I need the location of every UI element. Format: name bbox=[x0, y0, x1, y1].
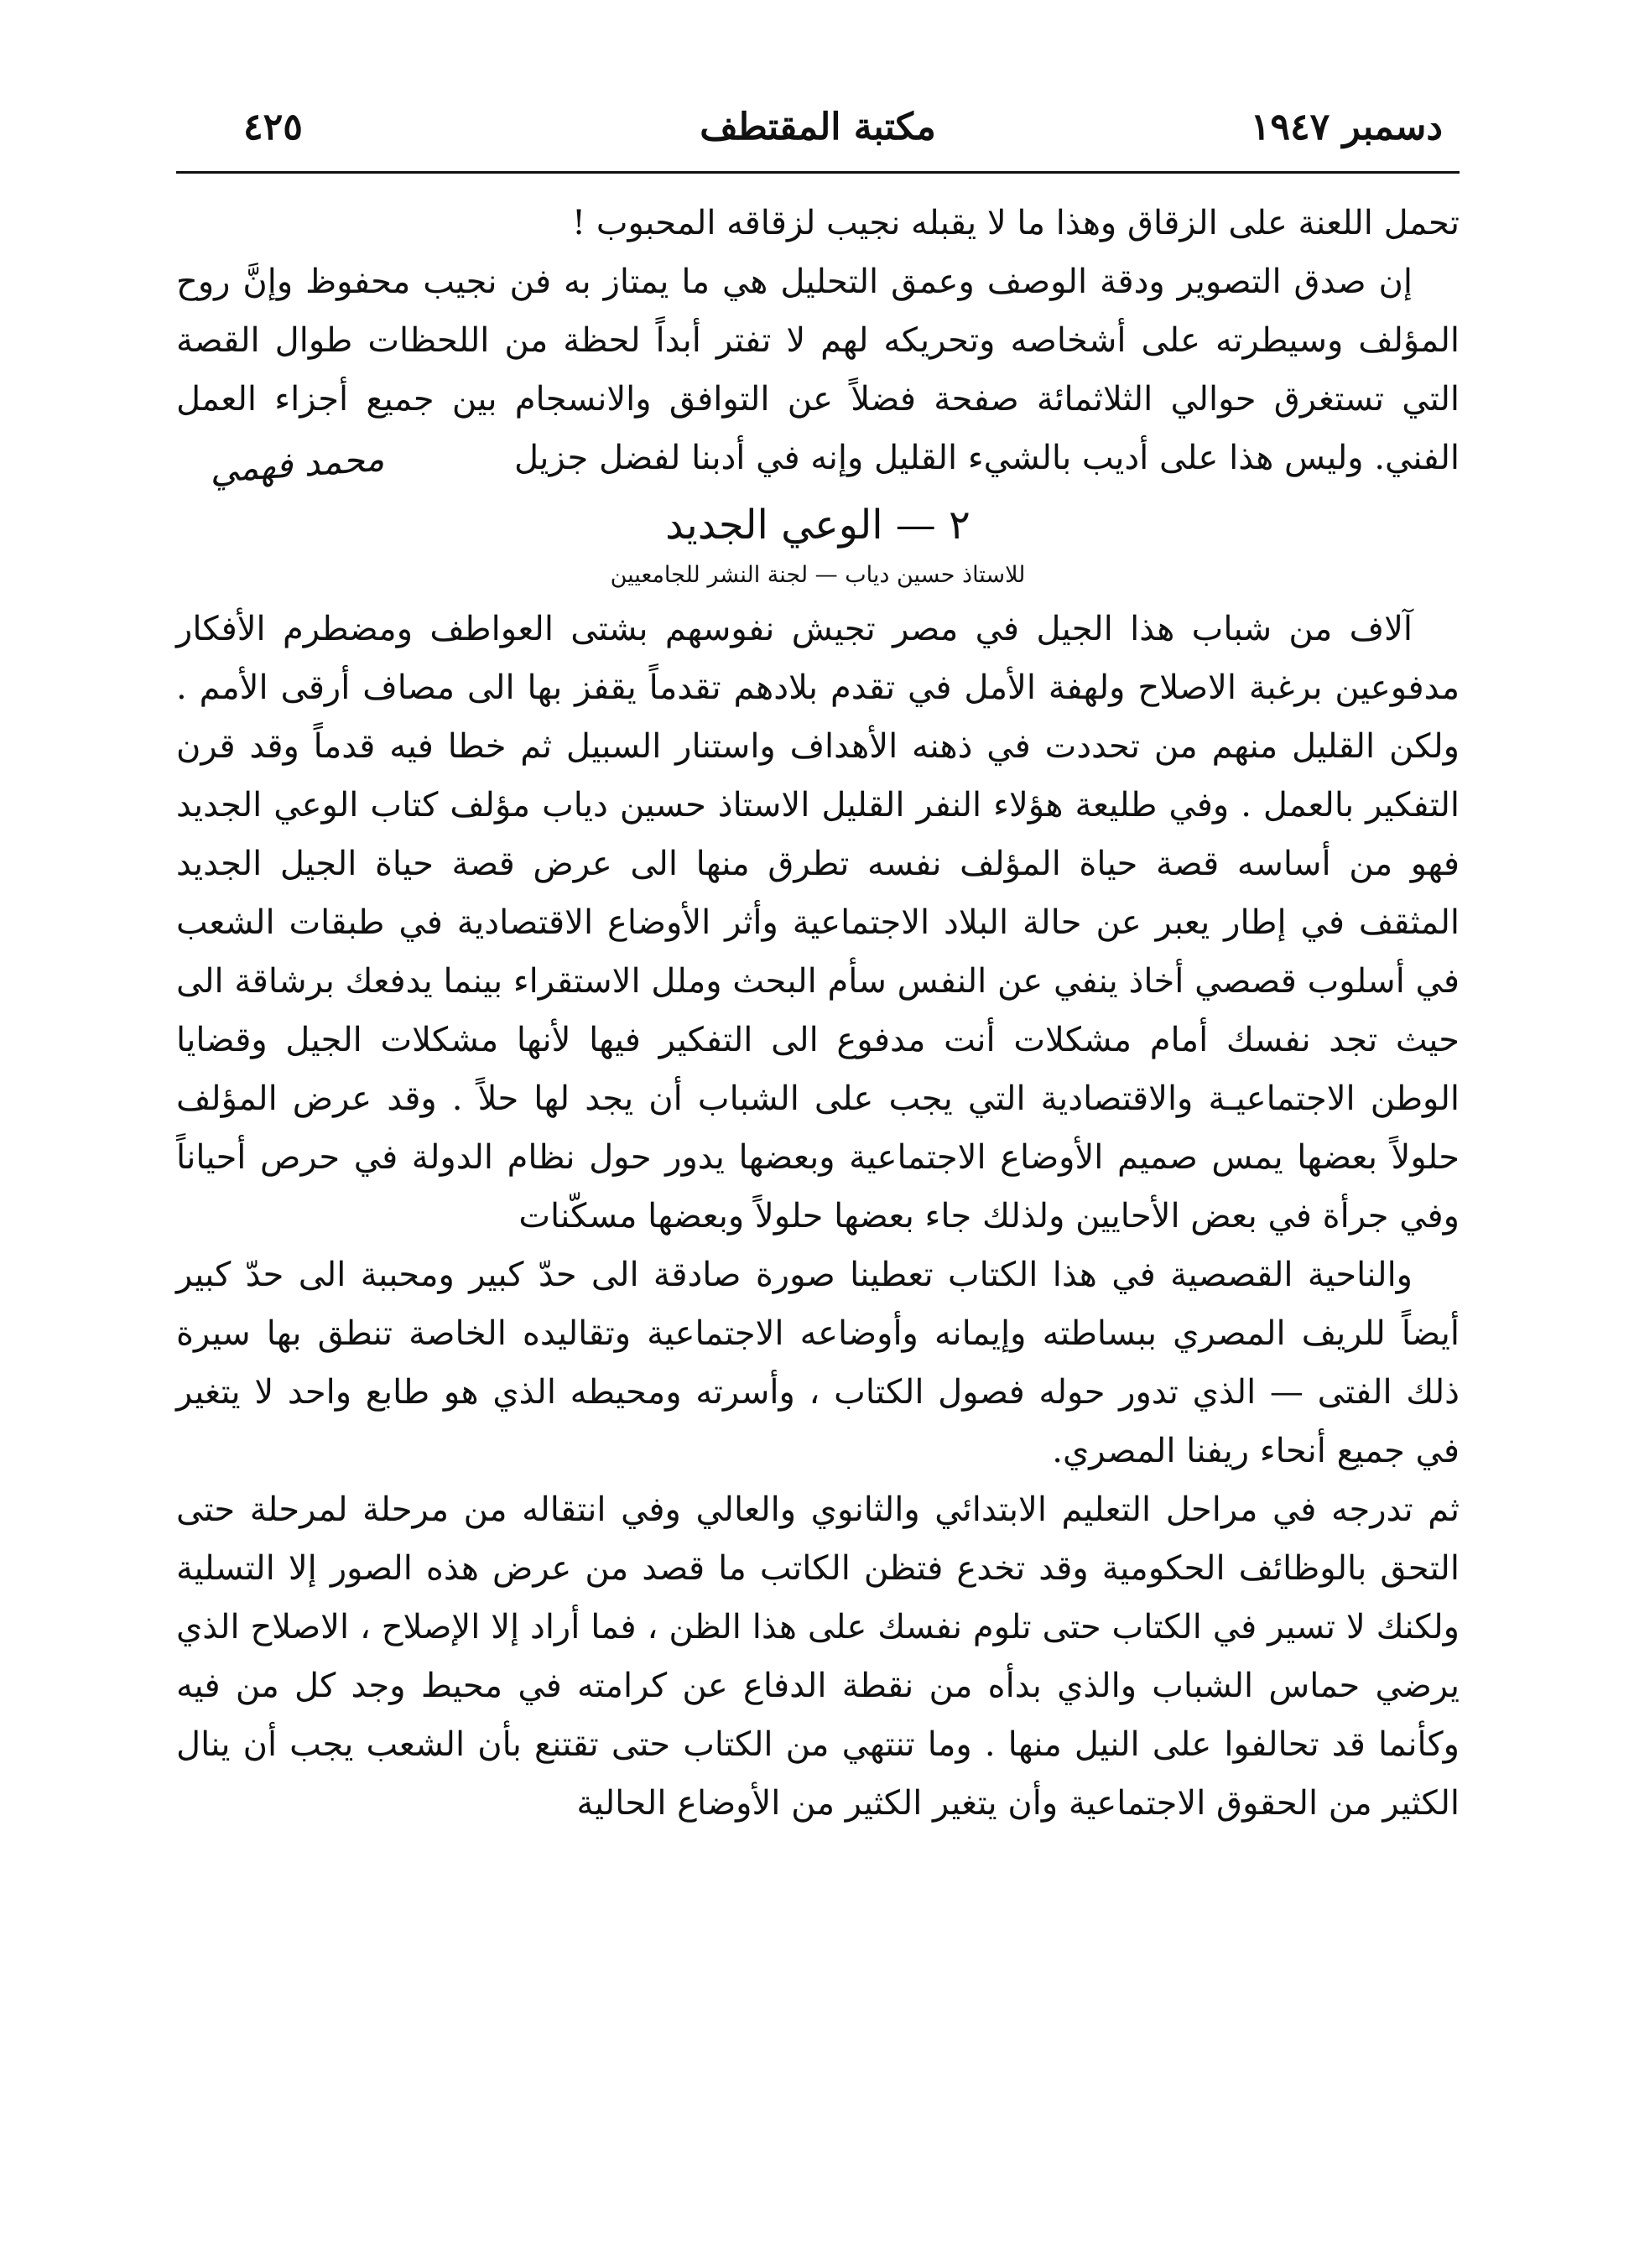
header-rule bbox=[176, 171, 1460, 174]
running-head bbox=[176, 92, 1460, 161]
section-heading: ٢ — الوعي الجديد bbox=[665, 502, 971, 549]
paragraph: آلاف من شباب هذا الجيل في مصر تجيش نفوسهم بشتى العواطف ومضطرم الأفكار مدفوعين برغبة الاصلاح ولهفة الأمل في تقدم بلادهم تقدماً يقفز بها الى مصاف أرقى الأمم . ولكن القليل منهم من تحددت في ذهنه الأهداف واستنار السبيل ثم خطا فيه قدماً وقد قرن التفكير بالعمل . وفي طليعة هؤلاء النفر القليل الاستاذ حسين دياب مؤلف كتاب الوعي الجديد فهو من أساسه قصة حياة المؤلف نفسه تطرق منها الى عرض قصة حياة الجيل الجديد المثقف في إطار يعبر عن حالة البلاد الاجتماعية وأثر الأوضاع الاقتصادية في طبقات الشعب في أسلوب قصصي أخاذ ينفي عن النفس سأم البحث وملل الاستقراء بينما يدفعك برشاقة الى حيث تجد نفسك أمام مشكلات أنت مدفوع الى التفكير فيها لأنها مشكلات الجيل وقضايا الوطن الاجتماعيـة والاقتصادية التي يجب على الشباب أن يجد لها حلاً . وقد عرض المؤلف حلولاً بعضها يمس صميم الأوضاع الاجتماعية وبعضها يدور حول نظام الدولة في حرص أحياناً وفي جرأة في بعض الأحايين ولذلك جاء بعضها حلولاً وبعضها مسكّنات bbox=[176, 610, 1460, 1235]
paragraph: ثم تدرجه في مراحل التعليم الابتدائي والثانوي والعالي وفي انتقاله من مرحلة لمرحلة حتى التحق بالوظائف الحكومية وقد تخدع فتظن الكاتب ما قصد من عرض هذه الصور إلا التسلية ولكنك لا تسير في الكتاب حتى تلوم نفسك على هذا الظن ، فما أراد إلا الإصلاح ، الاصلاح الذي يرضي حماس الشباب والذي بدأه من نقطة الدفاع عن كرامته في محيط وجد كل من فيه وكأنما قد تحالفوا على النيل منها . وما تنتهي من الكتاب حتى تقتنع بأن الشعب يجب أن ينال الكثير من الحقوق الاجتماعية وأن يتغير الكثير من الأوضاع الحالية bbox=[176, 1490, 1460, 1823]
paragraph: تحمل اللعنة على الزقاق وهذا ما لا يقبله نجيب لزقاقه المحبوب ! bbox=[572, 204, 1460, 242]
reviewer-signature: محمد فهمي bbox=[208, 437, 386, 492]
paragraph-text: إن صدق التصوير ودقة الوصف وعمق التحليل هي ما يمتاز به فن نجيب محفوظ وإنَّ روح المؤلف وسيطرته على أشخاصه وتحريكه لهم لا تفتر أبداً لحظة من اللحظات طوال القصة التي تستغرق حوالي الثلاثمائة صفحة فضلاً عن التوافق والانسجام بين جميع أجزاء العمل الفني. وليس هذا على أديب بالشيء القليل وإنه في أدبنا لفضل جزيل bbox=[176, 263, 1460, 477]
paragraph bbox=[176, 252, 1460, 492]
review-body bbox=[176, 600, 1460, 1833]
section-byline: للاستاذ حسين دياب — لجنة النشر للجامعيين bbox=[610, 562, 1026, 588]
issue-date: دسمبر ١٩٤٧ bbox=[1250, 106, 1443, 148]
paragraph: والناحية القصصية في هذا الكتاب تعطينا صورة صادقة الى حدّ كبير ومحببة الى حدّ كبير أيضاً للريف المصري ببساطته وإيمانه وأوضاعه الاجتماعية وتقاليده الخاصة تنطق بها سيرة ذلك الفتى — الذي تدور حوله فصول الكتاب ، وأسرته ومحيطه الذي هو طابع واحد لا يتغير في جميع أنحاء ريفنا المصري. bbox=[176, 1256, 1460, 1470]
continued-review bbox=[176, 194, 1460, 492]
journal-section-title: مكتبة المقتطف bbox=[700, 106, 936, 148]
document-page bbox=[176, 92, 1460, 2223]
page-number: ٤٢٥ bbox=[243, 106, 303, 148]
